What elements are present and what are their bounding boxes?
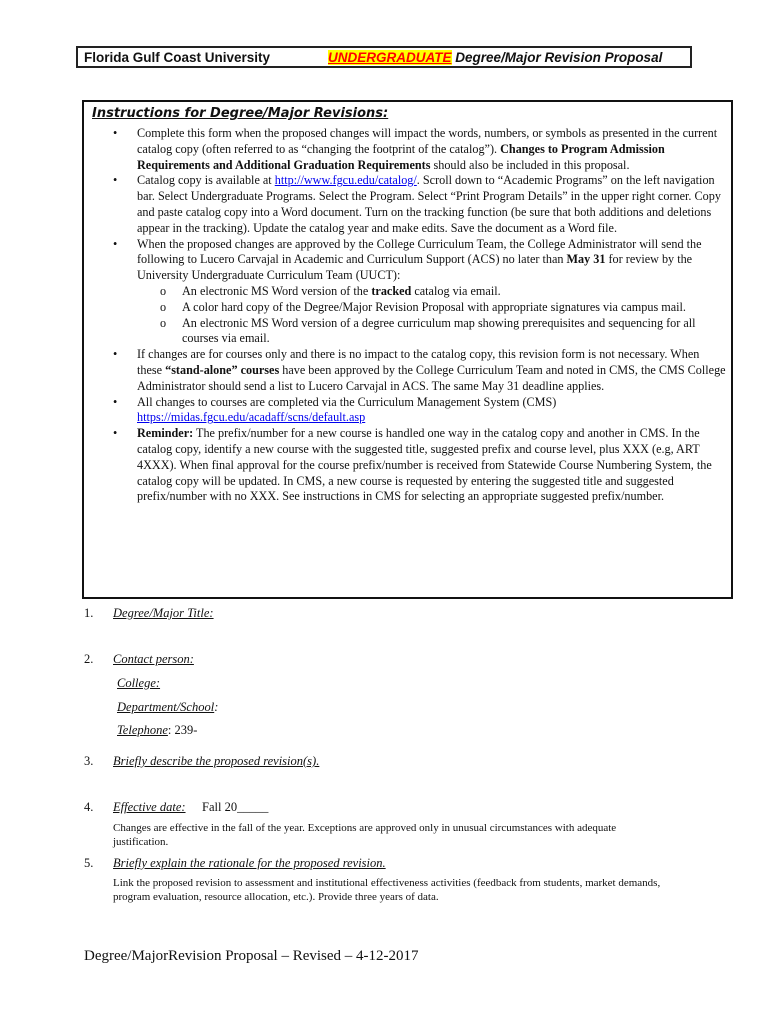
question-number: 2.	[84, 652, 94, 666]
instruction-item	[98, 426, 726, 505]
cms-link[interactable]: https://midas.fgcu.edu/acadaff/scns/default.asp	[137, 410, 366, 425]
instructions-box	[82, 100, 733, 599]
department-label: Department/School	[117, 700, 215, 714]
sub-text: A color hard copy of the Degree/Major Revision Proposal with appropriate signatures via campus mail.	[182, 299, 686, 314]
form-title-text: Degree/Major Revision Proposal	[455, 49, 663, 65]
degree-title-label: Degree/Major Title:	[113, 606, 214, 620]
effective-date-note: Changes are effective in the fall of the year. Exceptions are approved only in unusual circumstances with adequate justification.	[113, 822, 617, 848]
instruction-text: . Scroll down to “Academic Programs” on the left navigation bar. Select Undergraduate Programs. Select the Program. Select “Print Program Details” in the upper right corner. Copy and paste catalog copy into a Word document. Turn on the tracking function (be sure that both additions and deletions appear in the tracking). Update the catalog year and make edits. Save the document as a Word file.	[137, 173, 721, 235]
instruction-text: If changes are for courses only and there is no impact to the catalog copy, this revision form is not necessary. When these	[137, 347, 700, 377]
effective-date-label: Effective date:	[113, 800, 186, 814]
instruction-text: Catalog copy is available at	[137, 173, 272, 188]
instruction-text: should also be included in this proposal.	[433, 157, 630, 172]
submission-sublist	[137, 284, 726, 347]
instruction-bold: “stand-alone” courses	[165, 362, 280, 377]
instructions-list	[98, 126, 726, 505]
college-label: College:	[117, 676, 161, 690]
telephone-value: : 239-	[167, 723, 198, 737]
sub-marker: o	[160, 283, 167, 298]
sub-marker: o	[160, 315, 167, 330]
college-field	[117, 676, 160, 691]
sub-text: catalog via email.	[414, 283, 501, 298]
sub-item	[137, 316, 726, 348]
instruction-item	[98, 395, 726, 427]
instruction-text: for review by the University Undergraduate Curriculum Team (UUCT):	[137, 252, 693, 283]
instruction-text: All changes to courses are completed via the Curriculum Management System (CMS)	[137, 394, 557, 409]
sub-marker: o	[160, 299, 167, 314]
rationale-note: Link the proposed revision to assessment and institutional effectiveness activities (feedback from students, market demands, program evaluation, resource allocation, etc.). Provide three years of data.	[113, 877, 661, 903]
sub-text: An electronic MS Word version of a degree curriculum map showing prerequisites and sequencing for all courses via email.	[182, 315, 696, 346]
telephone-field	[117, 723, 197, 738]
institution-name: Florida Gulf Coast University	[84, 49, 271, 65]
instruction-item	[98, 126, 726, 173]
describe-revision-label: Briefly describe the proposed revision(s).	[113, 754, 320, 768]
sub-item	[137, 300, 726, 316]
instruction-item	[98, 173, 726, 236]
department-colon: :	[214, 700, 219, 714]
question-number: 4.	[84, 800, 94, 814]
instruction-text: When the proposed changes are approved by the College Curriculum Team, the College Administrator will send the following to Lucero Carvajal in Academic and Curriculum Support (ACS) no later than	[137, 236, 702, 267]
department-field	[117, 700, 218, 715]
sub-bold: tracked	[371, 283, 412, 298]
level-highlight: UNDERGRADUATE	[328, 49, 452, 65]
instruction-text: have been approved by the College Curriculum Team and noted in CMS, the CMS College Administrator should send a list to Lucero Carvajal in ACS. The same May 31 deadline applies.	[137, 362, 726, 393]
instruction-bold: Changes to Program Admission Requirements and Additional Graduation Requirements	[137, 141, 665, 172]
instruction-text: Complete this form when the proposed changes will impact the words, numbers, or symbols as presented in the current catalog copy (often referred to as “changing the footprint of the catalog”).	[137, 126, 718, 156]
form-header	[76, 46, 692, 68]
sub-item	[137, 284, 726, 300]
instruction-item	[98, 347, 726, 394]
instructions-title: Instructions for Degree/Major Revisions:	[92, 106, 389, 121]
reminder-label: Reminder:	[137, 426, 194, 441]
form-title	[328, 50, 662, 65]
telephone-label: Telephone	[117, 723, 168, 737]
question-number: 3.	[84, 754, 94, 768]
effective-date-value: Fall 20_____	[202, 800, 269, 814]
contact-person-label: Contact person:	[113, 652, 194, 666]
catalog-link[interactable]: http://www.fgcu.edu/catalog/	[274, 173, 417, 188]
instruction-item	[98, 237, 726, 348]
rationale-label: Briefly explain the rationale for the proposed revision.	[113, 856, 386, 870]
instruction-text: The prefix/number for a new course is handled one way in the catalog copy and another in CMS. In the catalog copy, identify a new course with the suggested title, suggested prefix and course level, plus XXX (e.g, ART 4XXX). When final approval for the course prefix/number is received from Statewide Course Numbering System, the catalog copy will be updated. In CMS, a new course is requested by entering the suggested title and suggested prefix/number with no XXX. See instructions in CMS for selecting an appropriate suggested prefix/number.	[137, 426, 712, 504]
page-footer: Degree/MajorRevision Proposal – Revised – 4-12-2017	[84, 948, 419, 964]
question-number: 5.	[84, 856, 94, 870]
question-number: 1.	[84, 606, 94, 620]
sub-text: An electronic MS Word version of the	[182, 283, 369, 298]
deadline-bold: May 31	[566, 252, 606, 267]
